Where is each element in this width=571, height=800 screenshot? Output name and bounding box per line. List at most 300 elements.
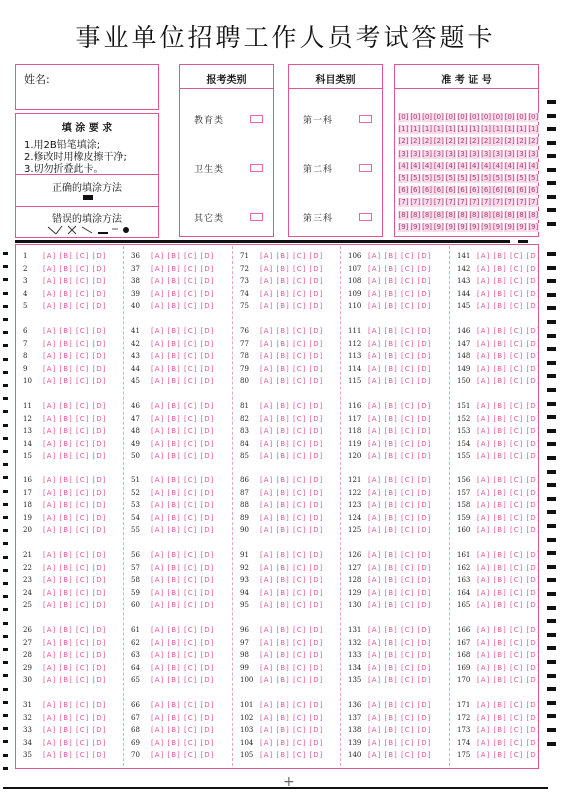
ticket-digit-bubble[interactable]: [8] [528, 210, 539, 219]
answer-options[interactable]: [A] [B] [C] [D] [260, 700, 324, 709]
ticket-digit-bubble[interactable]: [1] [492, 125, 503, 134]
ticket-digit-bubble[interactable]: [0] [457, 113, 468, 121]
ticket-digit-bubble[interactable]: [1] [445, 125, 456, 134]
answer-options[interactable]: [A] [B] [C] [D] [151, 738, 215, 747]
ticket-digit-bubble[interactable]: [9] [492, 222, 503, 231]
answer-options[interactable]: [A] [B] [C] [D] [477, 576, 541, 585]
ticket-digit-bubble[interactable]: [7] [433, 198, 444, 207]
answer-options[interactable]: [A] [B] [C] [D] [477, 626, 541, 634]
ticket-digit-bubble[interactable]: [4] [398, 161, 409, 170]
answer-options[interactable]: [A] [B] [C] [D] [43, 626, 107, 634]
ticket-digit-bubble[interactable]: [6] [433, 186, 444, 195]
ticket-digit-bubble[interactable]: [2] [516, 137, 527, 146]
answer-options[interactable]: [A] [B] [C] [D] [43, 339, 107, 348]
ticket-digit-bubble[interactable]: [7] [469, 198, 480, 207]
answer-options[interactable]: [A] [B] [C] [D] [43, 639, 107, 647]
answer-options[interactable]: [A] [B] [C] [D] [260, 252, 324, 260]
answer-options[interactable]: [A] [B] [C] [D] [151, 639, 215, 647]
answer-options[interactable]: [A] [B] [C] [D] [477, 564, 541, 573]
answer-options[interactable]: [A] [B] [C] [D] [43, 514, 107, 523]
answer-options[interactable]: [A] [B] [C] [D] [260, 564, 324, 573]
ticket-digit-bubble[interactable]: [4] [410, 161, 421, 170]
ticket-digit-bubble[interactable]: [2] [469, 137, 480, 146]
ticket-digit-bubble[interactable]: [9] [398, 222, 409, 231]
ticket-digit-bubble[interactable]: [3] [492, 149, 503, 158]
answer-options[interactable]: [A] [B] [C] [D] [477, 738, 541, 747]
subject-option[interactable]: 第一科 [289, 113, 382, 125]
ticket-digit-bubble[interactable]: [9] [469, 222, 480, 231]
subject-option[interactable]: 第三科 [289, 211, 382, 223]
answer-options[interactable]: [A] [B] [C] [D] [477, 326, 541, 335]
answer-options[interactable]: [A] [B] [C] [D] [260, 725, 324, 734]
answer-options[interactable]: [A] [B] [C] [D] [260, 426, 324, 435]
ticket-digit-bubble[interactable]: [3] [457, 149, 468, 158]
ticket-digit-bubble[interactable]: [4] [481, 161, 492, 170]
answer-options[interactable]: [A] [B] [C] [D] [260, 302, 324, 310]
answer-options[interactable]: [A] [B] [C] [D] [368, 401, 432, 410]
answer-options[interactable]: [A] [B] [C] [D] [151, 489, 215, 498]
answer-options[interactable]: [A] [B] [C] [D] [477, 351, 541, 360]
answer-options[interactable]: [A] [B] [C] [D] [368, 626, 432, 634]
ticket-digit-bubble[interactable]: [0] [492, 113, 503, 121]
ticket-digit-bubble[interactable]: [3] [516, 149, 527, 158]
answer-options[interactable]: [A] [B] [C] [D] [477, 426, 541, 435]
answer-options[interactable]: [A] [B] [C] [D] [260, 414, 324, 423]
ticket-digit-bubble[interactable]: [2] [504, 137, 515, 146]
answer-options[interactable]: [A] [B] [C] [D] [260, 713, 324, 722]
answer-options[interactable]: [A] [B] [C] [D] [43, 489, 107, 498]
answer-options[interactable]: [A] [B] [C] [D] [260, 514, 324, 523]
answer-options[interactable]: [A] [B] [C] [D] [260, 551, 324, 560]
answer-options[interactable]: [A] [B] [C] [D] [151, 326, 215, 335]
answer-options[interactable]: [A] [B] [C] [D] [477, 364, 541, 373]
ticket-digit-bubble[interactable]: [3] [422, 149, 433, 158]
answer-options[interactable]: [A] [B] [C] [D] [260, 339, 324, 348]
ticket-digit-bubble[interactable]: [4] [528, 161, 539, 170]
answer-options[interactable]: [A] [B] [C] [D] [260, 526, 324, 535]
ticket-digit-bubble[interactable]: [5] [457, 174, 468, 182]
ticket-digit-bubble[interactable]: [0] [469, 113, 480, 121]
answer-options[interactable]: [A] [B] [C] [D] [260, 476, 324, 485]
answer-options[interactable]: [A] [B] [C] [D] [43, 476, 107, 485]
answer-options[interactable]: [A] [B] [C] [D] [260, 639, 324, 647]
answer-options[interactable]: [A] [B] [C] [D] [477, 439, 541, 448]
answer-options[interactable]: [A] [B] [C] [D] [43, 700, 107, 709]
answer-options[interactable]: [A] [B] [C] [D] [151, 700, 215, 709]
answer-options[interactable]: [A] [B] [C] [D] [260, 589, 324, 598]
answer-options[interactable]: [A] [B] [C] [D] [368, 476, 432, 485]
ticket-digit-bubble[interactable]: [4] [492, 161, 503, 170]
ticket-digit-bubble[interactable]: [1] [481, 125, 492, 134]
answer-options[interactable]: [A] [B] [C] [D] [151, 376, 215, 385]
ticket-digit-bubble[interactable]: [8] [445, 210, 456, 219]
answer-options[interactable]: [A] [B] [C] [D] [368, 551, 432, 560]
answer-options[interactable]: [A] [B] [C] [D] [260, 351, 324, 360]
answer-options[interactable]: [A] [B] [C] [D] [368, 277, 432, 285]
exam-type-option[interactable]: 教育类 [180, 113, 273, 125]
answer-options[interactable]: [A] [B] [C] [D] [477, 339, 541, 348]
ticket-digit-bubble[interactable]: [9] [504, 222, 515, 231]
answer-options[interactable]: [A] [B] [C] [D] [151, 626, 215, 634]
answer-options[interactable]: [A] [B] [C] [D] [43, 426, 107, 435]
answer-options[interactable]: [A] [B] [C] [D] [43, 738, 107, 747]
ticket-digit-bubble[interactable]: [5] [469, 174, 480, 182]
answer-options[interactable]: [A] [B] [C] [D] [368, 339, 432, 348]
ticket-digit-bubble[interactable]: [1] [469, 125, 480, 134]
answer-options[interactable]: [A] [B] [C] [D] [151, 351, 215, 360]
ticket-digit-bubble[interactable]: [2] [492, 137, 503, 146]
answer-options[interactable]: [A] [B] [C] [D] [477, 651, 541, 659]
answer-options[interactable]: [A] [B] [C] [D] [151, 601, 215, 610]
answer-options[interactable]: [A] [B] [C] [D] [368, 376, 432, 385]
answer-options[interactable]: [A] [B] [C] [D] [43, 501, 107, 510]
answer-options[interactable]: [A] [B] [C] [D] [151, 426, 215, 435]
answer-options[interactable]: [A] [B] [C] [D] [368, 414, 432, 423]
answer-options[interactable]: [A] [B] [C] [D] [368, 451, 432, 460]
ticket-digit-bubble[interactable]: [6] [422, 186, 433, 195]
ticket-digit-bubble[interactable]: [5] [504, 174, 515, 182]
answer-options[interactable]: [A] [B] [C] [D] [151, 476, 215, 485]
answer-options[interactable]: [A] [B] [C] [D] [151, 725, 215, 734]
ticket-digit-bubble[interactable]: [3] [469, 149, 480, 158]
ticket-digit-bubble[interactable]: [2] [528, 137, 539, 146]
ticket-digit-bubble[interactable]: [8] [492, 210, 503, 219]
answer-options[interactable]: [A] [B] [C] [D] [368, 252, 432, 260]
answer-options[interactable]: [A] [B] [C] [D] [368, 265, 432, 273]
answer-options[interactable]: [A] [B] [C] [D] [43, 414, 107, 423]
ticket-digit-bubble[interactable]: [7] [457, 198, 468, 207]
answer-options[interactable]: [A] [B] [C] [D] [151, 265, 215, 273]
answer-options[interactable]: [A] [B] [C] [D] [368, 364, 432, 373]
answer-options[interactable]: [A] [B] [C] [D] [260, 439, 324, 448]
ticket-digit-bubble[interactable]: [4] [457, 161, 468, 170]
answer-options[interactable]: [A] [B] [C] [D] [477, 601, 541, 610]
subject-option[interactable]: 第二科 [289, 162, 382, 174]
answer-options[interactable]: [A] [B] [C] [D] [43, 401, 107, 410]
answer-options[interactable]: [A] [B] [C] [D] [260, 265, 324, 273]
answer-options[interactable]: [A] [B] [C] [D] [43, 713, 107, 722]
answer-options[interactable]: [A] [B] [C] [D] [260, 664, 324, 672]
ticket-digit-bubble[interactable]: [9] [410, 222, 421, 231]
answer-options[interactable]: [A] [B] [C] [D] [43, 326, 107, 335]
ticket-digit-bubble[interactable]: [6] [410, 186, 421, 195]
answer-options[interactable]: [A] [B] [C] [D] [260, 601, 324, 610]
ticket-digit-bubble[interactable]: [2] [433, 137, 444, 146]
answer-options[interactable]: [A] [B] [C] [D] [260, 651, 324, 659]
ticket-digit-bubble[interactable]: [6] [457, 186, 468, 195]
answer-options[interactable]: [A] [B] [C] [D] [368, 489, 432, 498]
answer-options[interactable]: [A] [B] [C] [D] [151, 564, 215, 573]
answer-options[interactable]: [A] [B] [C] [D] [477, 514, 541, 523]
answer-options[interactable]: [A] [B] [C] [D] [151, 551, 215, 560]
subject-checkbox[interactable] [359, 213, 372, 221]
answer-options[interactable]: [A] [B] [C] [D] [43, 290, 107, 298]
ticket-digit-bubble[interactable]: [1] [528, 125, 539, 134]
exam-type-checkbox[interactable] [250, 164, 263, 172]
answer-options[interactable]: [A] [B] [C] [D] [151, 252, 215, 260]
ticket-digit-bubble[interactable]: [8] [457, 210, 468, 219]
ticket-digit-bubble[interactable]: [3] [481, 149, 492, 158]
answer-options[interactable]: [A] [B] [C] [D] [43, 564, 107, 573]
answer-options[interactable]: [A] [B] [C] [D] [151, 526, 215, 535]
answer-options[interactable]: [A] [B] [C] [D] [151, 501, 215, 510]
ticket-digit-bubble[interactable]: [5] [492, 174, 503, 182]
answer-options[interactable]: [A] [B] [C] [D] [151, 451, 215, 460]
ticket-digit-bubble[interactable]: [5] [422, 174, 433, 182]
answer-options[interactable]: [A] [B] [C] [D] [477, 589, 541, 598]
answer-options[interactable]: [A] [B] [C] [D] [151, 414, 215, 423]
answer-options[interactable]: [A] [B] [C] [D] [260, 750, 324, 759]
ticket-digit-bubble[interactable]: [3] [398, 149, 409, 158]
answer-options[interactable]: [A] [B] [C] [D] [368, 639, 432, 647]
answer-options[interactable]: [A] [B] [C] [D] [477, 676, 541, 684]
answer-options[interactable]: [A] [B] [C] [D] [368, 589, 432, 598]
ticket-digit-bubble[interactable]: [2] [410, 137, 421, 146]
answer-options[interactable]: [A] [B] [C] [D] [151, 651, 215, 659]
ticket-digit-bubble[interactable]: [0] [481, 113, 492, 121]
ticket-digit-bubble[interactable]: [6] [492, 186, 503, 195]
answer-options[interactable]: [A] [B] [C] [D] [368, 651, 432, 659]
ticket-digit-bubble[interactable]: [4] [516, 161, 527, 170]
answer-options[interactable]: [A] [B] [C] [D] [151, 364, 215, 373]
answer-options[interactable]: [A] [B] [C] [D] [260, 626, 324, 634]
exam-type-option[interactable]: 其它类 [180, 211, 273, 223]
ticket-digit-bubble[interactable]: [0] [422, 113, 433, 121]
subject-checkbox[interactable] [359, 164, 372, 172]
answer-options[interactable]: [A] [B] [C] [D] [151, 302, 215, 310]
ticket-digit-bubble[interactable]: [5] [528, 174, 539, 182]
ticket-digit-bubble[interactable]: [8] [469, 210, 480, 219]
ticket-digit-bubble[interactable]: [7] [516, 198, 527, 207]
ticket-digit-bubble[interactable]: [4] [433, 161, 444, 170]
answer-options[interactable]: [A] [B] [C] [D] [260, 451, 324, 460]
ticket-digit-bubble[interactable]: [7] [481, 198, 492, 207]
ticket-digit-bubble[interactable]: [1] [410, 125, 421, 134]
answer-options[interactable]: [A] [B] [C] [D] [477, 664, 541, 672]
answer-options[interactable]: [A] [B] [C] [D] [151, 514, 215, 523]
ticket-digit-bubble[interactable]: [6] [481, 186, 492, 195]
answer-options[interactable]: [A] [B] [C] [D] [477, 401, 541, 410]
ticket-digit-bubble[interactable]: [6] [469, 186, 480, 195]
ticket-digit-bubble[interactable]: [8] [481, 210, 492, 219]
answer-options[interactable]: [A] [B] [C] [D] [368, 738, 432, 747]
exam-type-checkbox[interactable] [250, 213, 263, 221]
answer-options[interactable]: [A] [B] [C] [D] [43, 676, 107, 684]
ticket-digit-bubble[interactable]: [9] [481, 222, 492, 231]
answer-options[interactable]: [A] [B] [C] [D] [477, 277, 541, 285]
ticket-digit-bubble[interactable]: [4] [422, 161, 433, 170]
ticket-digit-bubble[interactable]: [5] [410, 174, 421, 182]
answer-options[interactable]: [A] [B] [C] [D] [43, 589, 107, 598]
answer-options[interactable]: [A] [B] [C] [D] [368, 725, 432, 734]
answer-options[interactable]: [A] [B] [C] [D] [368, 713, 432, 722]
ticket-digit-bubble[interactable]: [5] [433, 174, 444, 182]
answer-options[interactable]: [A] [B] [C] [D] [368, 601, 432, 610]
answer-options[interactable]: [A] [B] [C] [D] [43, 364, 107, 373]
ticket-digit-bubble[interactable]: [7] [504, 198, 515, 207]
answer-options[interactable]: [A] [B] [C] [D] [260, 738, 324, 747]
ticket-digit-bubble[interactable]: [0] [504, 113, 515, 121]
answer-options[interactable]: [A] [B] [C] [D] [477, 476, 541, 485]
ticket-digit-bubble[interactable]: [8] [516, 210, 527, 219]
answer-options[interactable]: [A] [B] [C] [D] [43, 451, 107, 460]
ticket-digit-bubble[interactable]: [5] [398, 174, 409, 182]
ticket-digit-bubble[interactable]: [2] [481, 137, 492, 146]
ticket-digit-bubble[interactable]: [8] [422, 210, 433, 219]
ticket-digit-bubble[interactable]: [9] [516, 222, 527, 231]
answer-options[interactable]: [A] [B] [C] [D] [477, 252, 541, 260]
answer-options[interactable]: [A] [B] [C] [D] [43, 725, 107, 734]
ticket-digit-bubble[interactable]: [7] [398, 198, 409, 207]
answer-options[interactable]: [A] [B] [C] [D] [151, 439, 215, 448]
answer-options[interactable]: [A] [B] [C] [D] [43, 439, 107, 448]
ticket-digit-bubble[interactable]: [3] [433, 149, 444, 158]
answer-options[interactable]: [A] [B] [C] [D] [151, 664, 215, 672]
answer-options[interactable]: [A] [B] [C] [D] [43, 551, 107, 560]
ticket-digit-bubble[interactable]: [0] [410, 113, 421, 121]
answer-options[interactable]: [A] [B] [C] [D] [368, 750, 432, 759]
answer-options[interactable]: [A] [B] [C] [D] [477, 713, 541, 722]
answer-options[interactable]: [A] [B] [C] [D] [477, 290, 541, 298]
ticket-digit-bubble[interactable]: [0] [528, 113, 539, 121]
answer-options[interactable]: [A] [B] [C] [D] [260, 364, 324, 373]
answer-options[interactable]: [A] [B] [C] [D] [151, 589, 215, 598]
answer-options[interactable]: [A] [B] [C] [D] [260, 576, 324, 585]
answer-options[interactable]: [A] [B] [C] [D] [151, 750, 215, 759]
answer-options[interactable]: [A] [B] [C] [D] [477, 750, 541, 759]
ticket-digit-bubble[interactable]: [9] [433, 222, 444, 231]
ticket-digit-bubble[interactable]: [2] [422, 137, 433, 146]
ticket-digit-bubble[interactable]: [9] [445, 222, 456, 231]
answer-options[interactable]: [A] [B] [C] [D] [477, 551, 541, 560]
answer-options[interactable]: [A] [B] [C] [D] [477, 526, 541, 535]
answer-options[interactable]: [A] [B] [C] [D] [477, 376, 541, 385]
ticket-digit-bubble[interactable]: [9] [422, 222, 433, 231]
answer-options[interactable]: [A] [B] [C] [D] [260, 676, 324, 684]
answer-options[interactable]: [A] [B] [C] [D] [368, 676, 432, 684]
ticket-digit-bubble[interactable]: [7] [445, 198, 456, 207]
answer-options[interactable]: [A] [B] [C] [D] [43, 664, 107, 672]
ticket-digit-bubble[interactable]: [7] [422, 198, 433, 207]
ticket-digit-bubble[interactable]: [2] [457, 137, 468, 146]
answer-options[interactable]: [A] [B] [C] [D] [43, 277, 107, 285]
ticket-digit-bubble[interactable]: [9] [457, 222, 468, 231]
answer-options[interactable]: [A] [B] [C] [D] [260, 376, 324, 385]
answer-options[interactable]: [A] [B] [C] [D] [477, 725, 541, 734]
ticket-digit-bubble[interactable]: [8] [410, 210, 421, 219]
ticket-digit-bubble[interactable]: [4] [445, 161, 456, 170]
answer-options[interactable]: [A] [B] [C] [D] [477, 501, 541, 510]
ticket-digit-bubble[interactable]: [7] [528, 198, 539, 207]
name-box[interactable] [15, 64, 159, 110]
answer-options[interactable]: [A] [B] [C] [D] [477, 414, 541, 423]
answer-options[interactable]: [A] [B] [C] [D] [477, 700, 541, 709]
ticket-digit-bubble[interactable]: [3] [504, 149, 515, 158]
ticket-digit-bubble[interactable]: [1] [516, 125, 527, 134]
ticket-digit-bubble[interactable]: [9] [528, 222, 539, 231]
subject-checkbox[interactable] [359, 115, 372, 123]
answer-options[interactable]: [A] [B] [C] [D] [151, 713, 215, 722]
ticket-digit-bubble[interactable]: [0] [398, 113, 409, 121]
ticket-digit-bubble[interactable]: [1] [433, 125, 444, 134]
exam-type-option[interactable]: 卫生类 [180, 162, 273, 174]
answer-options[interactable]: [A] [B] [C] [D] [43, 750, 107, 759]
ticket-digit-bubble[interactable]: [7] [492, 198, 503, 207]
answer-options[interactable]: [A] [B] [C] [D] [260, 290, 324, 298]
answer-options[interactable]: [A] [B] [C] [D] [43, 302, 107, 310]
answer-options[interactable]: [A] [B] [C] [D] [368, 290, 432, 298]
ticket-digit-bubble[interactable]: [1] [457, 125, 468, 134]
answer-options[interactable]: [A] [B] [C] [D] [43, 351, 107, 360]
answer-options[interactable]: [A] [B] [C] [D] [260, 501, 324, 510]
ticket-digit-bubble[interactable]: [5] [516, 174, 527, 182]
ticket-digit-bubble[interactable]: [5] [445, 174, 456, 182]
ticket-digit-bubble[interactable]: [6] [528, 186, 539, 195]
answer-options[interactable]: [A] [B] [C] [D] [477, 265, 541, 273]
ticket-digit-bubble[interactable]: [8] [398, 210, 409, 219]
ticket-digit-bubble[interactable]: [3] [528, 149, 539, 158]
answer-options[interactable]: [A] [B] [C] [D] [368, 501, 432, 510]
ticket-digit-bubble[interactable]: [6] [516, 186, 527, 195]
answer-options[interactable]: [A] [B] [C] [D] [43, 376, 107, 385]
ticket-digit-bubble[interactable]: [6] [445, 186, 456, 195]
answer-options[interactable]: [A] [B] [C] [D] [477, 489, 541, 498]
ticket-digit-bubble[interactable]: [3] [410, 149, 421, 158]
answer-options[interactable]: [A] [B] [C] [D] [43, 576, 107, 585]
ticket-digit-bubble[interactable]: [5] [481, 174, 492, 182]
answer-options[interactable]: [A] [B] [C] [D] [260, 326, 324, 335]
answer-options[interactable]: [A] [B] [C] [D] [368, 526, 432, 535]
ticket-digit-bubble[interactable]: [0] [445, 113, 456, 121]
answer-options[interactable]: [A] [B] [C] [D] [477, 302, 541, 310]
ticket-digit-bubble[interactable]: [1] [422, 125, 433, 134]
answer-options[interactable]: [A] [B] [C] [D] [260, 489, 324, 498]
answer-options[interactable]: [A] [B] [C] [D] [151, 277, 215, 285]
ticket-digit-bubble[interactable]: [4] [469, 161, 480, 170]
answer-options[interactable]: [A] [B] [C] [D] [368, 664, 432, 672]
answer-options[interactable]: [A] [B] [C] [D] [43, 526, 107, 535]
ticket-digit-bubble[interactable]: [8] [433, 210, 444, 219]
ticket-digit-bubble[interactable]: [3] [445, 149, 456, 158]
answer-options[interactable]: [A] [B] [C] [D] [43, 651, 107, 659]
answer-options[interactable]: [A] [B] [C] [D] [43, 252, 107, 260]
answer-options[interactable]: [A] [B] [C] [D] [368, 426, 432, 435]
answer-options[interactable]: [A] [B] [C] [D] [43, 601, 107, 610]
ticket-digit-bubble[interactable]: [7] [410, 198, 421, 207]
ticket-digit-bubble[interactable]: [0] [433, 113, 444, 121]
answer-options[interactable]: [A] [B] [C] [D] [368, 564, 432, 573]
ticket-digit-bubble[interactable]: [6] [398, 186, 409, 195]
answer-options[interactable]: [A] [B] [C] [D] [151, 576, 215, 585]
answer-options[interactable]: [A] [B] [C] [D] [368, 576, 432, 585]
ticket-digit-bubble[interactable]: [0] [516, 113, 527, 121]
exam-type-checkbox[interactable] [250, 115, 263, 123]
answer-options[interactable]: [A] [B] [C] [D] [477, 451, 541, 460]
answer-options[interactable]: [A] [B] [C] [D] [151, 401, 215, 410]
answer-options[interactable]: [A] [B] [C] [D] [151, 290, 215, 298]
answer-options[interactable]: [A] [B] [C] [D] [368, 302, 432, 310]
answer-options[interactable]: [A] [B] [C] [D] [368, 700, 432, 709]
ticket-digit-bubble[interactable]: [2] [398, 137, 409, 146]
ticket-digit-bubble[interactable]: [4] [504, 161, 515, 170]
answer-options[interactable]: [A] [B] [C] [D] [151, 339, 215, 348]
ticket-digit-bubble[interactable]: [1] [504, 125, 515, 134]
ticket-digit-bubble[interactable]: [8] [504, 210, 515, 219]
answer-options[interactable]: [A] [B] [C] [D] [43, 265, 107, 273]
ticket-digit-bubble[interactable]: [6] [504, 186, 515, 195]
answer-options[interactable]: [A] [B] [C] [D] [368, 326, 432, 335]
answer-options[interactable]: [A] [B] [C] [D] [368, 514, 432, 523]
